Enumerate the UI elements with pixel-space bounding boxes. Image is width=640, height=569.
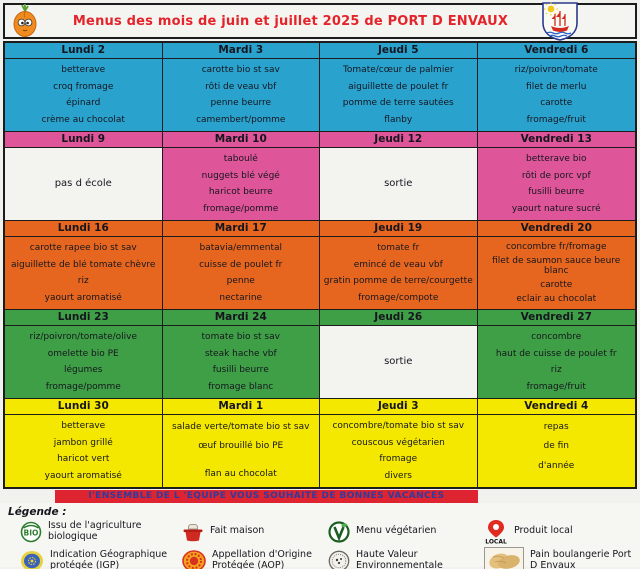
menu-item: fromage bbox=[379, 454, 418, 465]
day-header: Lundi 23 bbox=[5, 310, 163, 325]
menu-item: rôti de porc vpf bbox=[521, 170, 591, 181]
week-block bbox=[5, 43, 635, 132]
menu-item: fusilli beurre bbox=[528, 187, 585, 198]
week-body-row bbox=[5, 415, 635, 487]
week-header-row bbox=[5, 310, 635, 326]
legend-label: Fait maison bbox=[210, 525, 265, 537]
menu-item: concombre/tomate bio st sav bbox=[332, 421, 465, 432]
bread-icon bbox=[484, 547, 524, 569]
menu-item: aiguillette de blé tomate chèvre bbox=[11, 259, 156, 270]
bio-icon bbox=[20, 521, 42, 543]
menu-item: riz bbox=[550, 365, 562, 376]
menu-item: couscous végétarien bbox=[351, 437, 445, 448]
menu-item: nectarine bbox=[219, 292, 263, 303]
menu-item: yaourt aromatisé bbox=[44, 292, 122, 303]
day-menu-cell bbox=[478, 415, 636, 487]
menu-item: steak hache vbf bbox=[204, 348, 277, 359]
day-menu-cell bbox=[163, 148, 321, 220]
day-header: Lundi 30 bbox=[5, 399, 163, 414]
menu-item: batavia/emmental bbox=[199, 243, 282, 254]
menu-item: concombre fr/fromage bbox=[505, 241, 607, 252]
menu-item: carotte rapee bio st sav bbox=[29, 243, 137, 254]
day-menu-cell bbox=[478, 148, 636, 220]
legend-label: Pain boulangerie Port D Envaux bbox=[530, 548, 632, 569]
menu-item: carotte bbox=[540, 98, 573, 109]
port-d-envaux-crest-icon bbox=[541, 1, 579, 41]
menu-item: fromage/fruit bbox=[526, 114, 586, 125]
igp-icon bbox=[20, 550, 44, 569]
menu-item: aiguillette de poulet fr bbox=[348, 81, 449, 92]
legend-label: Produit local bbox=[514, 525, 573, 537]
day-header: Jeudi 12 bbox=[320, 132, 478, 147]
legend-label: Haute Valeur Environnementale bbox=[356, 548, 443, 569]
day-menu-cell bbox=[5, 237, 163, 309]
week-block bbox=[5, 221, 635, 310]
menu-item: haricot vert bbox=[57, 454, 110, 465]
menu-item: haricot beurre bbox=[208, 187, 273, 198]
week-header-row bbox=[5, 132, 635, 148]
menu-item: camembert/pomme bbox=[196, 114, 286, 125]
menu-item: filet de saumon sauce beure blanc bbox=[492, 255, 621, 277]
legend-entry bbox=[484, 519, 634, 544]
menu-item: carotte bbox=[540, 279, 573, 290]
day-header: Mardi 17 bbox=[163, 221, 321, 236]
week-body-row bbox=[5, 237, 635, 309]
day-header: Mardi 3 bbox=[163, 43, 321, 58]
legend-entry bbox=[182, 521, 328, 542]
day-menu-cell bbox=[163, 59, 321, 131]
day-header: Vendredi 4 bbox=[524, 400, 589, 412]
day-header: Vendredi 6 bbox=[524, 44, 589, 56]
day-menu-cell bbox=[478, 59, 636, 131]
day-header: Vendredi 13 bbox=[520, 133, 592, 145]
menu-item: emincé de veau vbf bbox=[353, 259, 443, 270]
day-header: Jeudi 26 bbox=[320, 310, 478, 325]
menu-item: penne beurre bbox=[210, 98, 272, 109]
menu-item: épinard bbox=[66, 98, 101, 109]
legend-entry bbox=[328, 550, 484, 569]
legend-grid bbox=[8, 518, 634, 569]
page-title: Menus des mois de juin et juillet 2025 de PORT D ENVAUX bbox=[72, 13, 509, 29]
menu-item: tomate fr bbox=[377, 243, 420, 254]
menu-item: filet de merlu bbox=[526, 81, 587, 92]
menu-item: fromage/fruit bbox=[526, 381, 586, 392]
menu-item: pomme de terre sautées bbox=[342, 98, 454, 109]
day-note-cell bbox=[320, 148, 478, 220]
day-menu-cell bbox=[320, 415, 478, 487]
legend-entry bbox=[484, 547, 634, 569]
legend-label: Appellation d'Origine Protégée (AOP) bbox=[212, 548, 312, 569]
menu-item: cuisse de poulet fr bbox=[199, 259, 283, 270]
menu-item: betterave bbox=[61, 65, 106, 76]
menu-item: fromage/pomme bbox=[203, 203, 279, 214]
day-menu-cell bbox=[163, 237, 321, 309]
menu-item: penne bbox=[226, 276, 255, 287]
menu-item: de fin bbox=[543, 441, 569, 452]
week-block bbox=[5, 132, 635, 221]
week-header-row bbox=[5, 43, 635, 59]
week-body-row bbox=[5, 59, 635, 131]
day-header: Vendredi 27 bbox=[520, 311, 592, 323]
day-note: pas d école bbox=[54, 178, 112, 190]
menu-item: œuf brouillé bio PE bbox=[198, 441, 284, 452]
menu-item: riz bbox=[77, 276, 89, 287]
day-header: Vendredi 20 bbox=[520, 222, 592, 234]
legend bbox=[0, 503, 640, 567]
legend-entry bbox=[328, 521, 484, 543]
menu-item: crème au chocolat bbox=[41, 114, 125, 125]
menu-item: rôti de veau vbf bbox=[205, 81, 277, 92]
week-header-row bbox=[5, 399, 635, 415]
day-note: sortie bbox=[384, 356, 413, 368]
week-block bbox=[5, 310, 635, 399]
day-header: Jeudi 3 bbox=[320, 399, 478, 414]
day-menu-cell bbox=[5, 415, 163, 487]
day-note-cell bbox=[320, 326, 478, 398]
vegetarian-icon bbox=[328, 521, 350, 543]
menu-item: fusilli beurre bbox=[212, 365, 269, 376]
day-header: Lundi 16 bbox=[5, 221, 163, 236]
legend-label: Menu végétarien bbox=[356, 525, 437, 537]
menu-item: carotte bio st sav bbox=[201, 65, 280, 76]
day-menu-cell bbox=[320, 237, 478, 309]
menu-item: flanby bbox=[384, 114, 413, 125]
menu-item: nuggets blé végé bbox=[201, 170, 280, 181]
legend-entry bbox=[20, 550, 182, 569]
fait-maison-icon bbox=[182, 521, 204, 542]
menu-item: riz/poivron/tomate/olive bbox=[29, 332, 138, 343]
menu-item: riz/poivron/tomate bbox=[514, 65, 598, 76]
menu-item: Tomate/cœur de palmier bbox=[342, 65, 454, 76]
menu-item: repas bbox=[543, 422, 569, 433]
day-header: Jeudi 5 bbox=[320, 43, 478, 58]
day-menu-cell bbox=[163, 415, 321, 487]
menu-item: divers bbox=[384, 470, 412, 481]
hve-icon bbox=[328, 550, 350, 569]
day-header: Lundi 2 bbox=[5, 43, 163, 58]
menu-item: d'année bbox=[538, 460, 575, 471]
week-header-row bbox=[5, 221, 635, 237]
menu-item: concombre bbox=[531, 332, 582, 343]
day-menu-cell bbox=[5, 326, 163, 398]
legend-entry bbox=[20, 521, 182, 543]
day-menu-cell bbox=[478, 326, 636, 398]
menu-item: flan au chocolat bbox=[204, 469, 277, 480]
day-header: Lundi 9 bbox=[5, 132, 163, 147]
vacation-banner: l'ENSEMBLE DE L 'EQUIPE VOUS SOUHAITE DE BONNES VACANCES bbox=[55, 490, 478, 503]
day-header: Mardi 1 bbox=[163, 399, 321, 414]
svg-text:LOCAL: LOCAL bbox=[485, 538, 507, 544]
onion-mascot-icon bbox=[10, 4, 40, 38]
menu-item: jambon grillé bbox=[53, 437, 113, 448]
menu-item: omelette bio PE bbox=[47, 348, 119, 359]
day-note: sortie bbox=[384, 178, 413, 190]
day-header: Jeudi 19 bbox=[320, 221, 478, 236]
legend-title: Légende : bbox=[8, 506, 67, 518]
aop-icon bbox=[182, 550, 206, 569]
menu-item: haut de cuisse de poulet fr bbox=[495, 348, 617, 359]
day-menu-cell bbox=[478, 237, 636, 309]
day-menu-cell bbox=[320, 59, 478, 131]
day-note-cell bbox=[5, 148, 163, 220]
day-header: Mardi 10 bbox=[163, 132, 321, 147]
menu-item: gratin pomme de terre/courgette bbox=[323, 276, 473, 287]
menu-item: fromage/compote bbox=[358, 292, 439, 303]
week-block bbox=[5, 399, 635, 487]
menu-item: salade verte/tomate bio st sav bbox=[172, 422, 310, 433]
title-bar bbox=[3, 3, 637, 39]
svg-text:BIO: BIO bbox=[23, 528, 39, 537]
week-body-row bbox=[5, 148, 635, 220]
menu-item: eclair au chocolat bbox=[516, 293, 597, 304]
menu-item: tomate bio st sav bbox=[201, 332, 280, 343]
menu-item: croq fromage bbox=[53, 81, 114, 92]
menu-item: yaourt nature sucré bbox=[511, 203, 601, 214]
legend-entry bbox=[182, 550, 328, 569]
menu-item: fromage/pomme bbox=[45, 381, 121, 392]
menu-item: fromage blanc bbox=[208, 381, 274, 392]
menu-item: yaourt aromatisé bbox=[44, 470, 122, 481]
legend-label: Indication Géographique protégée (IGP) bbox=[50, 548, 168, 569]
week-body-row bbox=[5, 326, 635, 398]
day-header: Mardi 24 bbox=[163, 310, 321, 325]
menu-table bbox=[3, 41, 637, 489]
menu-item: betterave bbox=[61, 421, 106, 432]
menu-item: betterave bio bbox=[525, 154, 587, 165]
legend-label: Issu de l'agriculture biologique bbox=[48, 519, 142, 542]
menu-item: taboulé bbox=[223, 154, 258, 165]
day-menu-cell bbox=[5, 59, 163, 131]
day-menu-cell bbox=[163, 326, 321, 398]
menu-item: légumes bbox=[64, 365, 103, 376]
local-pin-icon bbox=[484, 519, 508, 544]
